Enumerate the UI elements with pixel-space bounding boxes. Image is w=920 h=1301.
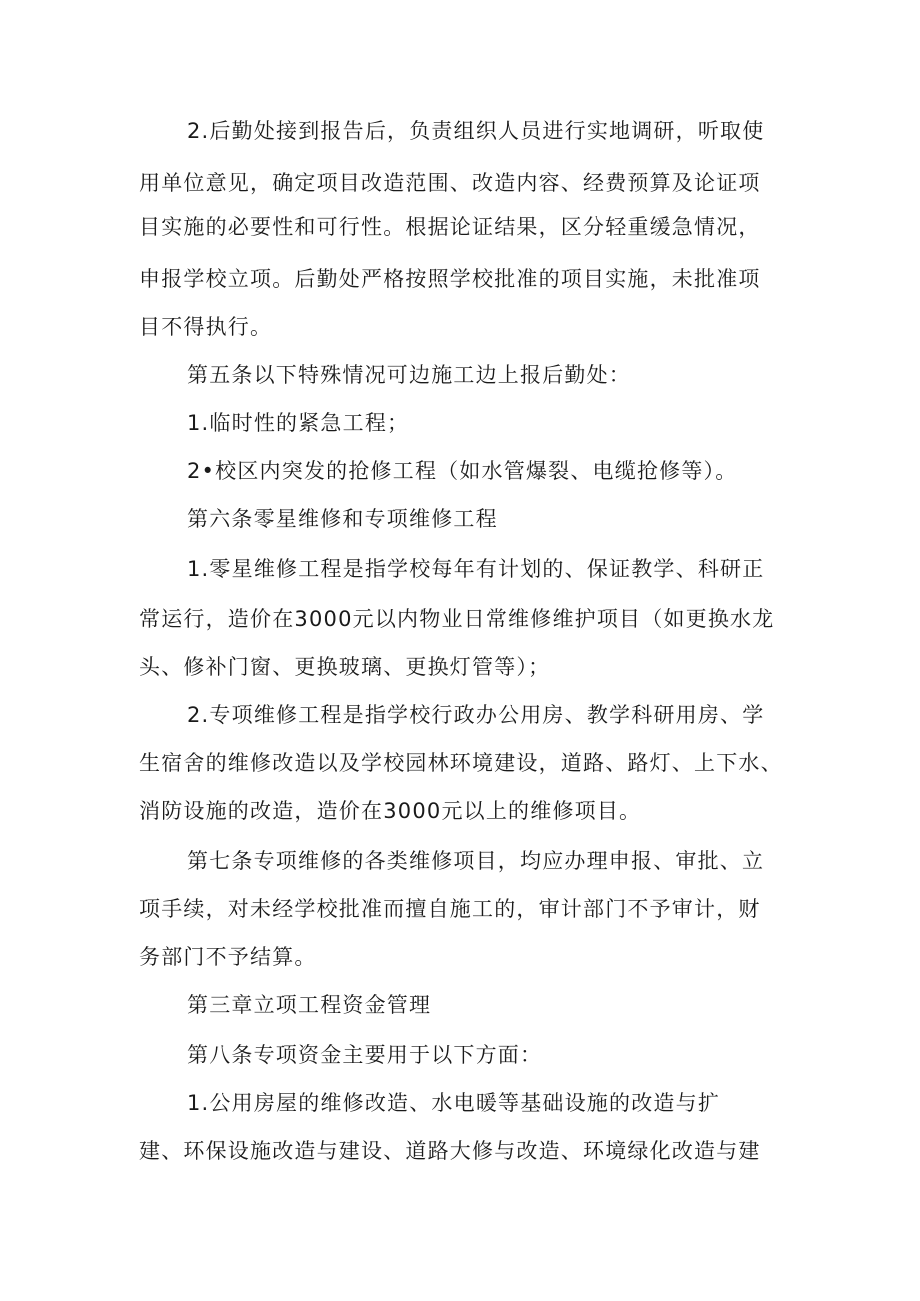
- text-line: 务部门不予结算。: [139, 945, 317, 969]
- text-line: 2•校区内突发的抢修工程（如水管爆裂、电缆抢修等）。: [187, 459, 738, 483]
- text-line: 2.后勤处接到报告后，负责组织人员进行实地调研，听取使: [187, 119, 765, 143]
- text-line: 常运行，造价在3000元以内物业日常维修维护项目（如更换水龙: [139, 607, 775, 631]
- text-line: 项手续，对未经学校批准而擅自施工的，审计部门不予审计，财: [139, 897, 761, 921]
- text-line: 目不得执行。: [139, 315, 273, 339]
- text-line: 第七条专项维修的各类维修项目，均应办理申报、审批、立: [187, 849, 765, 873]
- text-line: 第六条零星维修和专项维修工程: [187, 507, 498, 531]
- text-line: 用单位意见，确定项目改造范围、改造内容、经费预算及论证项: [139, 171, 761, 195]
- text-line: 头、修补门窗、更换玻璃、更换灯管等）；: [139, 655, 551, 679]
- text-line: 消防设施的改造，造价在3000元以上的维修项目。: [139, 799, 642, 823]
- text-line: 1.临时性的紧急工程；: [187, 411, 410, 435]
- text-line: 2.专项维修工程是指学校行政办公用房、教学科研用房、学: [187, 703, 765, 727]
- text-line: 申报学校立项。后勤处严格按照学校批准的项目实施，未批准项: [139, 267, 761, 291]
- text-line: 目实施的必要性和可行性。根据论证结果，区分轻重缓急情况，: [139, 215, 761, 239]
- text-line: 生宿舍的维修改造以及学校园林环境建设，道路、路灯、上下水、: [139, 751, 783, 775]
- text-line: 1.零星维修工程是指学校每年有计划的、保证教学、科研正: [187, 557, 765, 581]
- text-line: 第三章立项工程资金管理: [187, 993, 432, 1017]
- text-line: 1.公用房屋的维修改造、水电暖等基础设施的改造与扩: [187, 1091, 721, 1115]
- text-line: 第八条专项资金主要用于以下方面：: [187, 1043, 543, 1067]
- text-line: 第五条以下特殊情况可边施工边上报后勤处：: [187, 363, 631, 387]
- text-line: 建、环保设施改造与建设、道路大修与改造、环境绿化改造与建: [139, 1139, 761, 1163]
